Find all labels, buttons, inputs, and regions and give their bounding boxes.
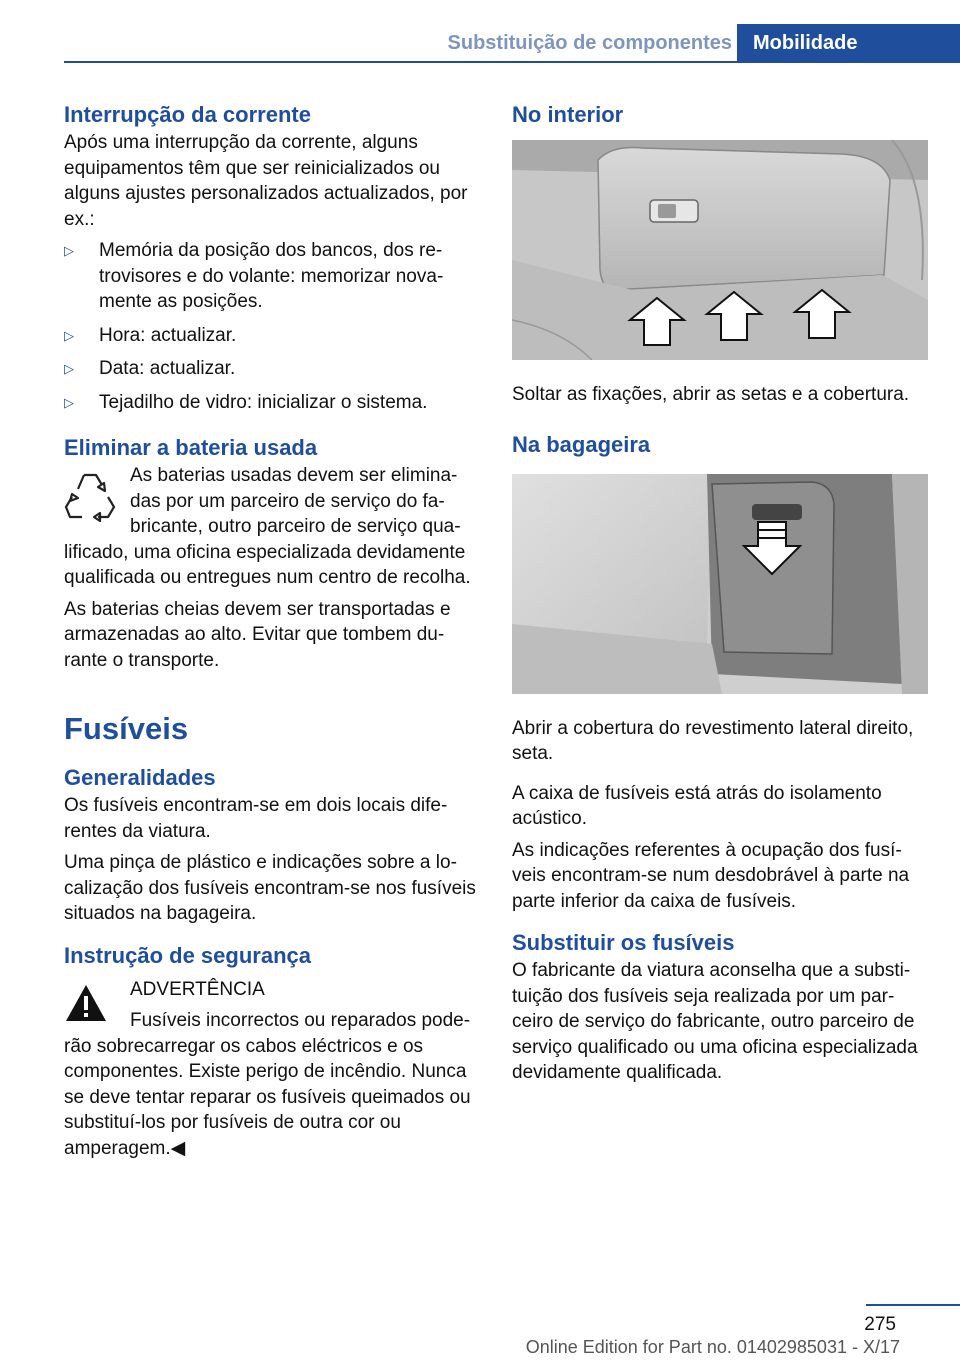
paragraph-generalidades-1: Os fusíveis encontram-se em dois locais diferentes da viatura. <box>64 795 448 842</box>
caption-interior: Soltar as fixações, abrir as setas e a cobertura. <box>512 384 910 405</box>
heading-na-bagageira: Na bagageira <box>512 431 651 457</box>
left-column <box>64 100 478 1161</box>
right-column <box>512 100 926 1086</box>
warning-icon <box>64 983 108 1023</box>
caption-bagageira: Abrir a cobertura do revestimento lateral direito, seta. <box>512 717 914 764</box>
bullet-triangle-icon: ▷ <box>64 327 74 343</box>
heading-substituir-fusiveis: Substituir os fusíveis <box>512 930 735 955</box>
paragraph-eliminar-1: As baterias usadas devem ser eliminadas por um parceiro de serviço do fabricante, outro parceiro de serviço qualificado, uma oficina especializada devidamente qualificada ou entregues num centro de recolha. <box>64 465 471 588</box>
bullet-triangle-icon: ▷ <box>64 394 74 410</box>
header-rule <box>64 61 960 63</box>
page-number: 275 <box>864 1314 896 1335</box>
footer-edition: Online Edition for Part no. 01402985031 - X/17 <box>525 1337 900 1357</box>
list-item <box>64 356 478 382</box>
list-item-text: Data: actualizar. <box>99 358 236 379</box>
list-item-text: Tejadilho de vidro: inicializar o sistema. <box>99 391 428 413</box>
interior-glovebox-image <box>512 140 928 360</box>
bullet-triangle-icon: ▷ <box>64 361 74 376</box>
list-item-text: Hora: actualizar. <box>99 324 237 346</box>
list-item <box>64 390 478 416</box>
heading-no-interior: No interior <box>512 102 624 127</box>
paragraph-generalidades-2: Uma pinça de plástico e indicações sobre a localização dos fusíveis encontram-se nos fusíveis situados na bagageira. <box>64 852 476 924</box>
paragraph-indicacoes: As indicações referentes à ocupação dos fusíveis encontram-se num desdobrável à parte na parte inferior da caixa de fusíveis. <box>512 839 910 912</box>
paragraph-interrupcao: Após uma interrupção da corrente, alguns equipamentos têm que ser reinicializados ou alguns ajustes personalizados actualizados, por ex.: <box>64 132 468 230</box>
heading-interrupcao: Interrupção da corrente <box>64 102 311 127</box>
warning-title: ADVERTÊNCIA <box>130 978 265 1000</box>
list-item <box>64 238 478 315</box>
bullet-triangle-icon: ▷ <box>64 243 74 258</box>
heading-eliminar-bateria: Eliminar a bateria usada <box>64 435 318 460</box>
list-item-text: Memória da posição dos bancos, dos retrovisores e do volante: memorizar novamente as posições. <box>99 240 444 312</box>
heading-fusiveis: Fusíveis <box>64 711 189 746</box>
list-item <box>64 323 478 349</box>
paragraph-substituir: O fabricante da viatura aconselha que a substituição dos fusíveis seja realizada por um parceiro de serviço do fabricante, outro parceiro de serviço qualificado ou uma oficina especializada devidamente qualificada. <box>512 960 918 1083</box>
warning-text: Fusíveis incorrectos ou reparados poderão sobrecarregar os cabos eléctricos e os componentes. Existe perigo de incêndio. Nunca se deve tentar reparar os fusíveis queimados ou substituí-los por fusíveis de outra cor ou amperagem.◀ <box>64 1010 471 1159</box>
header-section-title: Substituição de componentes <box>447 32 732 54</box>
heading-seguranca: Instrução de segurança <box>64 942 311 968</box>
page-number-rule <box>866 1304 960 1306</box>
bullet-list <box>64 238 478 415</box>
trunk-side-cover-image <box>512 474 928 694</box>
recycle-icon <box>64 467 116 529</box>
paragraph-eliminar-2: As baterias cheias devem ser transportadas e armazenadas ao alto. Evitar que tombem durante o transporte. <box>64 598 451 671</box>
heading-generalidades: Generalidades <box>64 765 216 790</box>
paragraph-caixa: A caixa de fusíveis está atrás do isolamento acústico. <box>512 782 882 829</box>
header-chapter-tab[interactable]: Mobilidade <box>737 24 960 62</box>
